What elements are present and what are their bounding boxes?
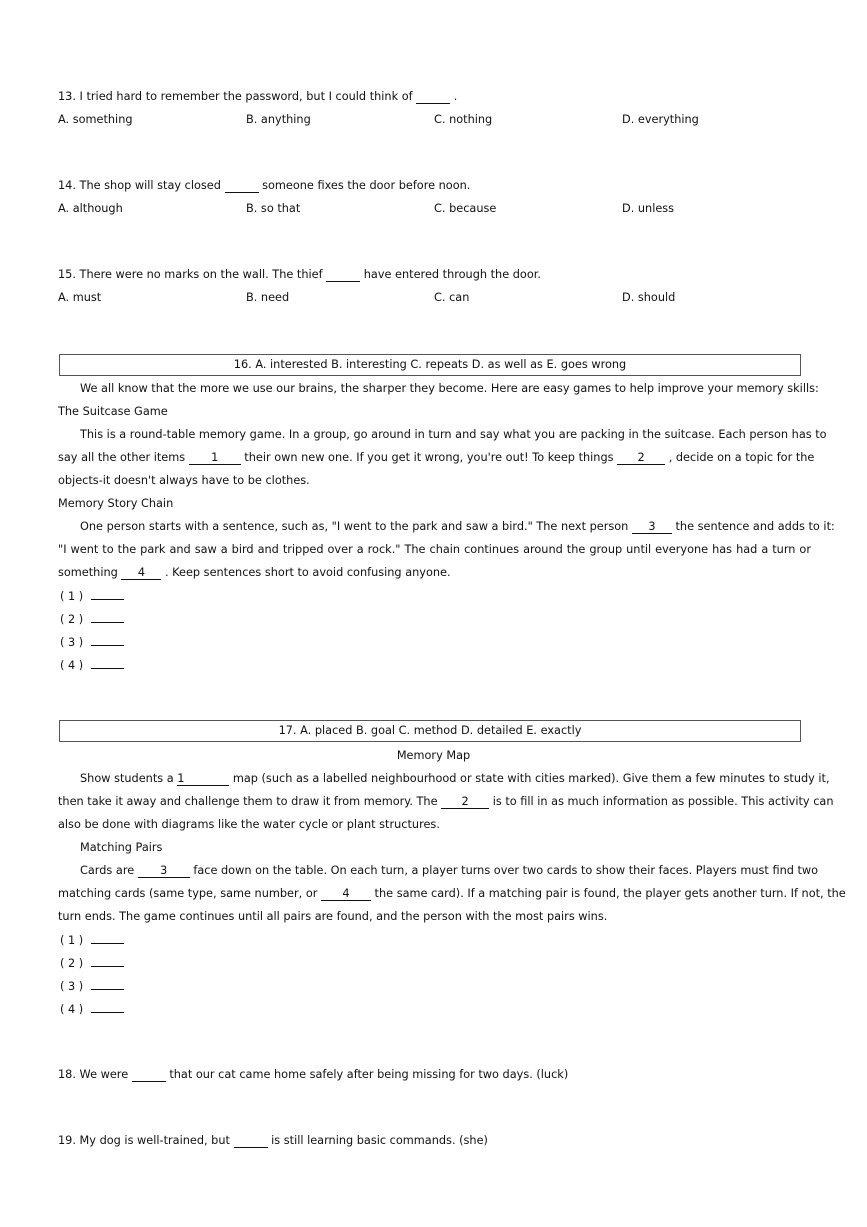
answer-blank[interactable] [132,1069,166,1082]
answer-blank[interactable] [91,933,124,944]
answer-line[interactable]: ( 4 ) [60,1002,124,1016]
answer-line[interactable]: ( 2 ) [60,956,124,970]
answer-line[interactable]: ( 3 ) [60,979,124,993]
numbered-blank[interactable]: 4 [121,567,161,580]
question-19-stem: 19. My dog is well-trained, but is still learning basic commands. (she) [58,1134,488,1147]
question-15-stem: 15. There were no marks on the wall. The thief have entered through the door. [58,268,541,281]
option-c[interactable]: C. can [434,291,470,304]
question-13-stem: 13. I tried hard to remember the password, but I could think of . [58,90,458,103]
passage-16-p2-line3: something 4 . Keep sentences short to avoid confusing anyone. [58,566,451,579]
answer-blank[interactable] [416,91,450,104]
passage-17-p1-line2: then take it away and challenge them to draw it from memory. The 2 is to fill in as much information as possible. This activity can [58,795,834,808]
numbered-blank[interactable]: 3 [138,865,190,878]
option-c[interactable]: C. nothing [434,113,493,126]
numbered-blank[interactable]: 1 [189,452,241,465]
numbered-blank[interactable]: 4 [321,888,371,901]
passage-17-p2-line2: matching cards (same type, same number, or 4 the same card). If a matching pair is found, the player gets another turn. If not, the [58,887,846,900]
passage-17-p2-line1: Cards are 3 face down on the table. On each turn, a player turns over two cards to show their faces. Players must find two [80,864,819,877]
option-b[interactable]: B. anything [246,113,311,126]
option-d[interactable]: D. should [622,291,676,304]
passage-16-p2-line1: One person starts with a sentence, such as, "I went to the park and saw a bird." The next person 3 the sentence and adds to it: [80,520,835,533]
answer-blank[interactable] [326,269,360,282]
passage-17-p1-line3: also be done with diagrams like the water cycle or plant structures. [58,818,440,831]
numbered-blank[interactable]: 1 [177,773,229,786]
passage-17-p1-line1: Show students a 1 map (such as a labelled neighbourhood or state with cities marked). Give them a few minutes to study it, [80,772,830,785]
passage-16-intro: We all know that the more we use our brains, the sharper they become. Here are easy games to help improve your memory skills: [80,382,819,395]
answer-blank[interactable] [234,1135,268,1148]
option-a[interactable]: A. must [58,291,102,304]
word-bank-16: 16. A. interested B. interesting C. repeats D. as well as E. goes wrong [59,354,801,376]
section-heading: Matching Pairs [80,841,163,854]
option-b[interactable]: B. so that [246,202,301,215]
question-14-stem: 14. The shop will stay closed someone fixes the door before noon. [58,179,471,192]
numbered-blank[interactable]: 3 [632,521,672,534]
answer-blank[interactable] [91,589,124,600]
question-18-stem: 18. We were that our cat came home safely after being missing for two days. (luck) [58,1068,569,1081]
section-heading: Memory Story Chain [58,497,174,510]
answer-line[interactable]: ( 4 ) [60,658,124,672]
passage-16-p2-line2: "I went to the park and saw a bird and tripped over a rock." The chain continues around the group until everyone has had a turn or [58,543,811,556]
numbered-blank[interactable]: 2 [617,452,665,465]
passage-16-p1-line1: This is a round-table memory game. In a group, go around in turn and say what you are packing in the suitcase. Each person has to [80,428,827,441]
answer-blank[interactable] [91,612,124,623]
option-d[interactable]: D. unless [622,202,675,215]
passage-title: Memory Map [396,749,471,762]
answer-line[interactable]: ( 1 ) [60,589,124,603]
passage-16-p1-line3: objects-it doesn't always have to be clothes. [58,474,310,487]
answer-line[interactable]: ( 2 ) [60,612,124,626]
answer-blank[interactable] [91,1002,124,1013]
numbered-blank[interactable]: 2 [441,796,489,809]
option-b[interactable]: B. need [246,291,290,304]
word-bank-17: 17. A. placed B. goal C. method D. detailed E. exactly [59,720,801,742]
passage-17-p2-line3: turn ends. The game continues until all pairs are found, and the person with the most pairs wins. [58,910,608,923]
answer-blank[interactable] [225,180,259,193]
section-heading: The Suitcase Game [58,405,168,418]
answer-blank[interactable] [91,635,124,646]
answer-blank[interactable] [91,979,124,990]
option-a[interactable]: A. something [58,113,133,126]
option-a[interactable]: A. although [58,202,123,215]
option-d[interactable]: D. everything [622,113,699,126]
answer-line[interactable]: ( 3 ) [60,635,124,649]
answer-blank[interactable] [91,658,124,669]
option-c[interactable]: C. because [434,202,497,215]
answer-blank[interactable] [91,956,124,967]
passage-16-p1-line2: say all the other items 1 their own new one. If you get it wrong, you're out! To keep things 2 , decide on a topic for the [58,451,815,464]
answer-line[interactable]: ( 1 ) [60,933,124,947]
